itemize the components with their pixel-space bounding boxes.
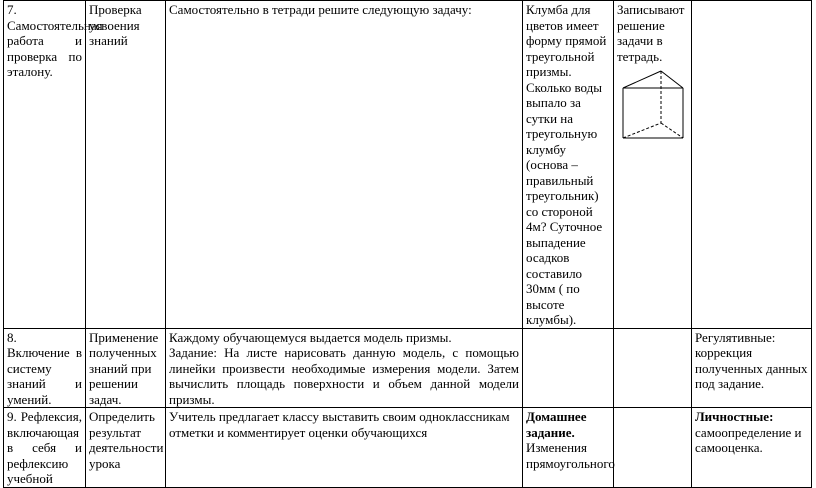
stage-cell: 7. Самостоятельная работа и проверка по эталону.: [4, 1, 86, 329]
student-activity-cell: [614, 408, 692, 488]
task-cell: [523, 408, 614, 488]
uud-label: Личностные:: [695, 409, 774, 424]
prism-drawing-icon: [617, 66, 689, 148]
lesson-plan-table: [3, 0, 812, 488]
goal-cell: Проверка усвоения знаний: [86, 1, 166, 329]
uud-text: самоопределение и самооценка.: [695, 424, 802, 455]
task-cell: Клумба для цветов имеет форму прямой треугольной призмы. Сколько воды выпало за сутки на треугольную клумбу (основа – правильный треугольник) со стороной 4м? Суточное выпадение осадков составило 30мм ( по высоте клумбы).: [523, 1, 614, 329]
stage-cell: 9. Рефлексия, включающая в себя и рефлексию учебной: [4, 408, 86, 488]
stage-cell: 8. Включение в систему знаний и умений.: [4, 328, 86, 408]
teacher-activity-cell: Учитель предлагает классу выставить своим одноклассникам отметки и комментирует оценки обучающихся: [166, 408, 523, 488]
teacher-activity-cell: Каждому обучающемуся выдается модель призмы. Задание: На листе нарисовать данную модель, с помощью линейки произвести необходимые измерения модели. Затем вычислить площадь поверхности и объем данной модели призмы.: [166, 328, 523, 408]
task-cell: [523, 328, 614, 408]
student-activity-cell: [614, 328, 692, 408]
table-row: [4, 328, 812, 408]
uud-cell: Регулятивные: коррекция полученных данных под задание.: [692, 328, 812, 408]
uud-cell: [692, 408, 812, 488]
table-row: [4, 1, 812, 329]
student-activity-text: Записывают решение задачи в тетрадь.: [617, 2, 685, 64]
teacher-activity-cell: Самостоятельно в тетради решите следующую задачу:: [166, 1, 523, 329]
homework-text: Изменения прямоугольного: [526, 440, 615, 471]
goal-cell: Применение полученных знаний при решении задач.: [86, 328, 166, 408]
table-row: [4, 408, 812, 488]
homework-label: Домашнее задание.: [526, 409, 587, 440]
uud-cell: [692, 1, 812, 329]
student-activity-cell: [614, 1, 692, 329]
goal-cell: Определить результат деятельности урока: [86, 408, 166, 488]
